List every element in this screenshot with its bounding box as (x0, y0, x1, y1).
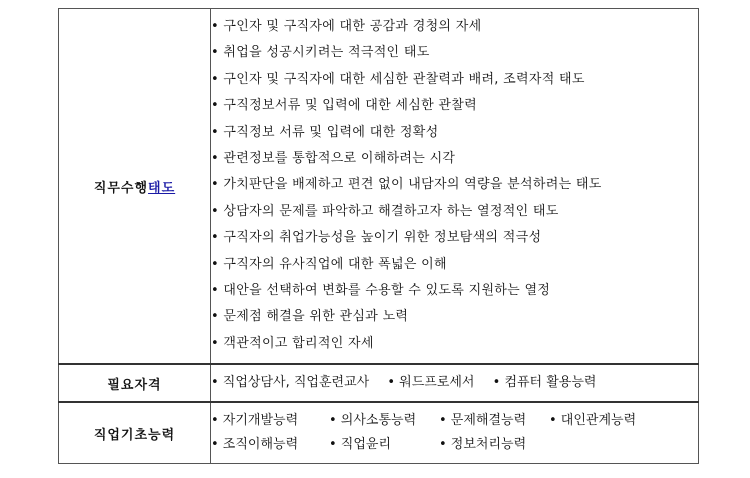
qualification-content-cell (211, 364, 699, 402)
basic-skill-item: • 정보처리능력 (439, 437, 527, 453)
basic-skill-item: • 의사소통능력 (329, 413, 417, 429)
attitude-row (59, 9, 699, 365)
attitude-item: • 관련정보를 통합적으로 이해하려는 시각 (211, 151, 456, 167)
attitude-item: • 대안을 선택하여 변화를 수용할 수 있도록 지원하는 열정 (211, 283, 551, 299)
attitude-label: 직무수행 (93, 180, 149, 196)
basic-skill-item: • 조직이해능력 (211, 437, 299, 453)
basic-skill-item: • 직업윤리 (329, 437, 392, 453)
qualification-item: • 워드프로세서 (387, 375, 475, 391)
qualification-list (211, 365, 698, 401)
attitude-item: • 구인자 및 구직자에 대한 세심한 관찰력과 배려, 조력자적 태도 (211, 71, 585, 87)
attitude-item: • 객관적이고 합리적인 자세 (211, 335, 374, 351)
qualification-row (59, 364, 699, 402)
attitude-label-cell (59, 9, 211, 365)
attitude-list (211, 9, 698, 363)
qualification-label: 필요자격 (59, 364, 211, 402)
qualification-item: • 직업상담사, 직업훈련교사 (211, 375, 370, 391)
competency-table (58, 8, 699, 464)
attitude-item: • 구직자의 취업가능성을 높이기 위한 정보탐색의 적극성 (211, 230, 542, 246)
attitude-item: • 구직자의 유사직업에 대한 폭넓은 이해 (211, 256, 447, 272)
basic-skill-item: • 문제해결능력 (439, 413, 527, 429)
basic-skills-row (59, 402, 699, 464)
attitude-item: • 상담자의 문제를 파악하고 해결하고자 하는 열정적인 태도 (211, 203, 559, 219)
attitude-item: • 구인자 및 구직자에 대한 공감과 경청의 자세 (211, 19, 482, 34)
basic-skills-content-cell (211, 402, 699, 464)
basic-skills-line (211, 409, 698, 433)
attitude-item: • 구직정보서류 및 입력에 대한 세심한 관찰력 (211, 98, 478, 114)
attitude-item: • 취업을 성공시키려는 적극적인 태도 (211, 45, 430, 61)
attitude-item: • 문제점 해결을 위한 관심과 노력 (211, 309, 409, 325)
basic-skills-list (211, 403, 698, 463)
attitude-content-cell (211, 9, 699, 365)
basic-skills-line (211, 433, 698, 457)
qualification-item: • 컴퓨터 활용능력 (492, 375, 597, 391)
attitude-link[interactable]: 태도 (148, 180, 176, 196)
attitude-item: • 가치판단을 배제하고 편견 없이 내담자의 역량을 분석하려는 태도 (211, 177, 602, 193)
attitude-item: • 구직정보 서류 및 입력에 대한 정확성 (211, 124, 439, 140)
basic-skill-item: • 대인관계능력 (549, 413, 637, 429)
basic-skills-label: 직업기초능력 (59, 402, 211, 464)
basic-skill-item: • 자기개발능력 (211, 413, 299, 429)
